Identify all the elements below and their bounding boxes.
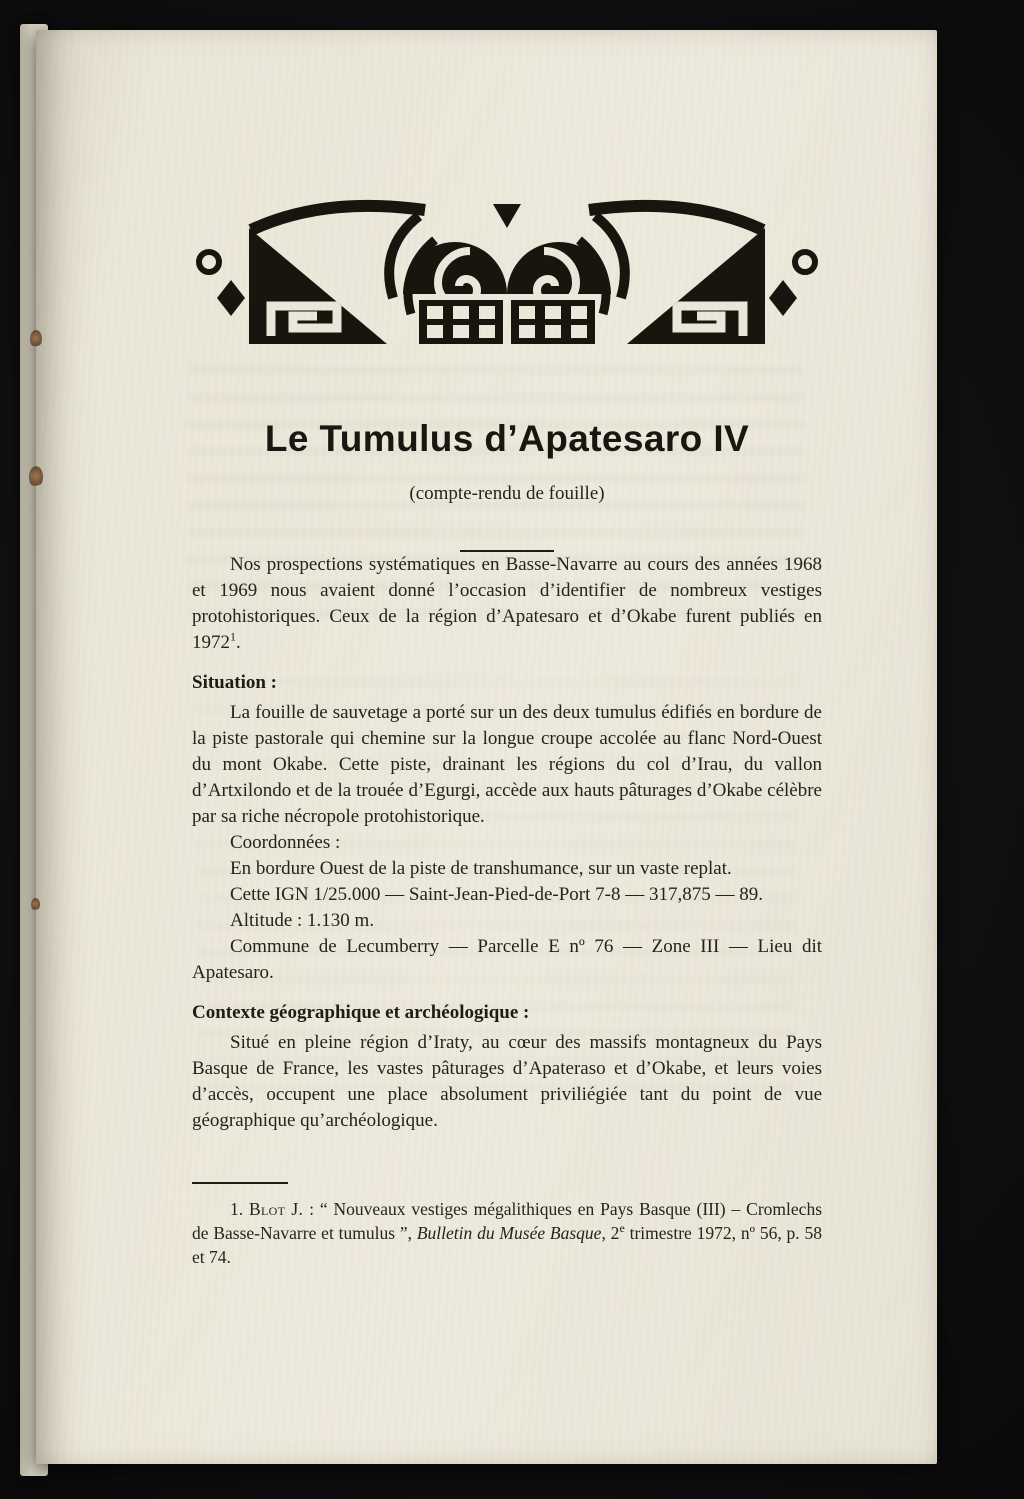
footnote — [192, 1197, 822, 1269]
document-page — [36, 30, 937, 1464]
coordinate-line: Altitude : 1.130 m. — [230, 910, 375, 931]
footnote-text: : “ Nouveaux vestiges mégalithiques en Pays Basque (III) – Cromlechs de Basse-Navarre et tumulus ”, — [192, 1199, 823, 1243]
footnote-journal: Bulletin du Musée Basque, — [416, 1223, 606, 1243]
section-heading-situation: Situation : — [192, 672, 277, 693]
situation-paragraph: La fouille de sauvetage a porté sur un des deux tumulus édifiés en bordure de la piste pastorale qui chemine sur la longue croupe accolée au flanc Nord-Ouest du mont Okabe. Cette piste, drainant les régions du col d’Irau, du vallon d’Artxilondo et de la trouée d’Egurgi, accède aux hauts pâturages d’Okabe célèbre par sa riche nécropole protohistorique. — [192, 702, 822, 827]
coordinate-line: Commune de Lecumberry — Parcelle E nº 76 — Zone III — Lieu dit Apatesaro. — [192, 936, 822, 983]
footnote-text: 2 — [605, 1223, 620, 1243]
footnote-block — [192, 1182, 822, 1269]
footnote-divider — [192, 1182, 288, 1184]
context-paragraph: Situé en pleine région d’Iraty, au cœur des massifs montagneux du Pays Basque de France, les vastes pâturages d’Apateraso et d’Okabe, et leurs voies d’accès, occupent une place absolument priviliégiée tant du point de vue géographique qu’archéologique. — [192, 1032, 822, 1131]
intro-text-end: . — [236, 632, 241, 653]
page-subtitle: (compte-rendu de fouille) — [409, 483, 605, 504]
footnote-reference: 1 — [230, 629, 236, 644]
page-content — [36, 198, 937, 1269]
ornament-band-decoration — [192, 198, 822, 344]
coordinate-line: Cette IGN 1/25.000 — Saint-Jean-Pied-de-Port 7-8 — 317,875 — 89. — [230, 884, 763, 905]
coordinate-line: En bordure Ouest de la piste de transhumance, sur un vaste replat. — [230, 858, 732, 879]
page-title: Le Tumulus d’Apatesaro IV — [264, 418, 750, 459]
footnote-author: Blot J. — [249, 1199, 304, 1219]
coordinates-label: Coordonnées : — [230, 832, 341, 853]
footnote-marker: 1. — [230, 1199, 250, 1219]
intro-paragraph — [192, 552, 822, 656]
ornament-graphic — [192, 198, 822, 344]
intro-text: Nos prospections systématiques en Basse-Navarre au cours des années 1968 et 1969 nous avaient donné l’occasion d’identifier de nombreux vestiges protohistoriques. Ceux de la région d’Apatesaro et d’Okabe furent publiés en 1972 — [192, 554, 822, 653]
footnote-ordinal: e — [619, 1221, 625, 1236]
footnote-text: trimestre 1972, nº 56, p. 58 et 74. — [192, 1223, 823, 1267]
section-heading-context: Contexte géographique et archéologique : — [192, 1002, 530, 1023]
